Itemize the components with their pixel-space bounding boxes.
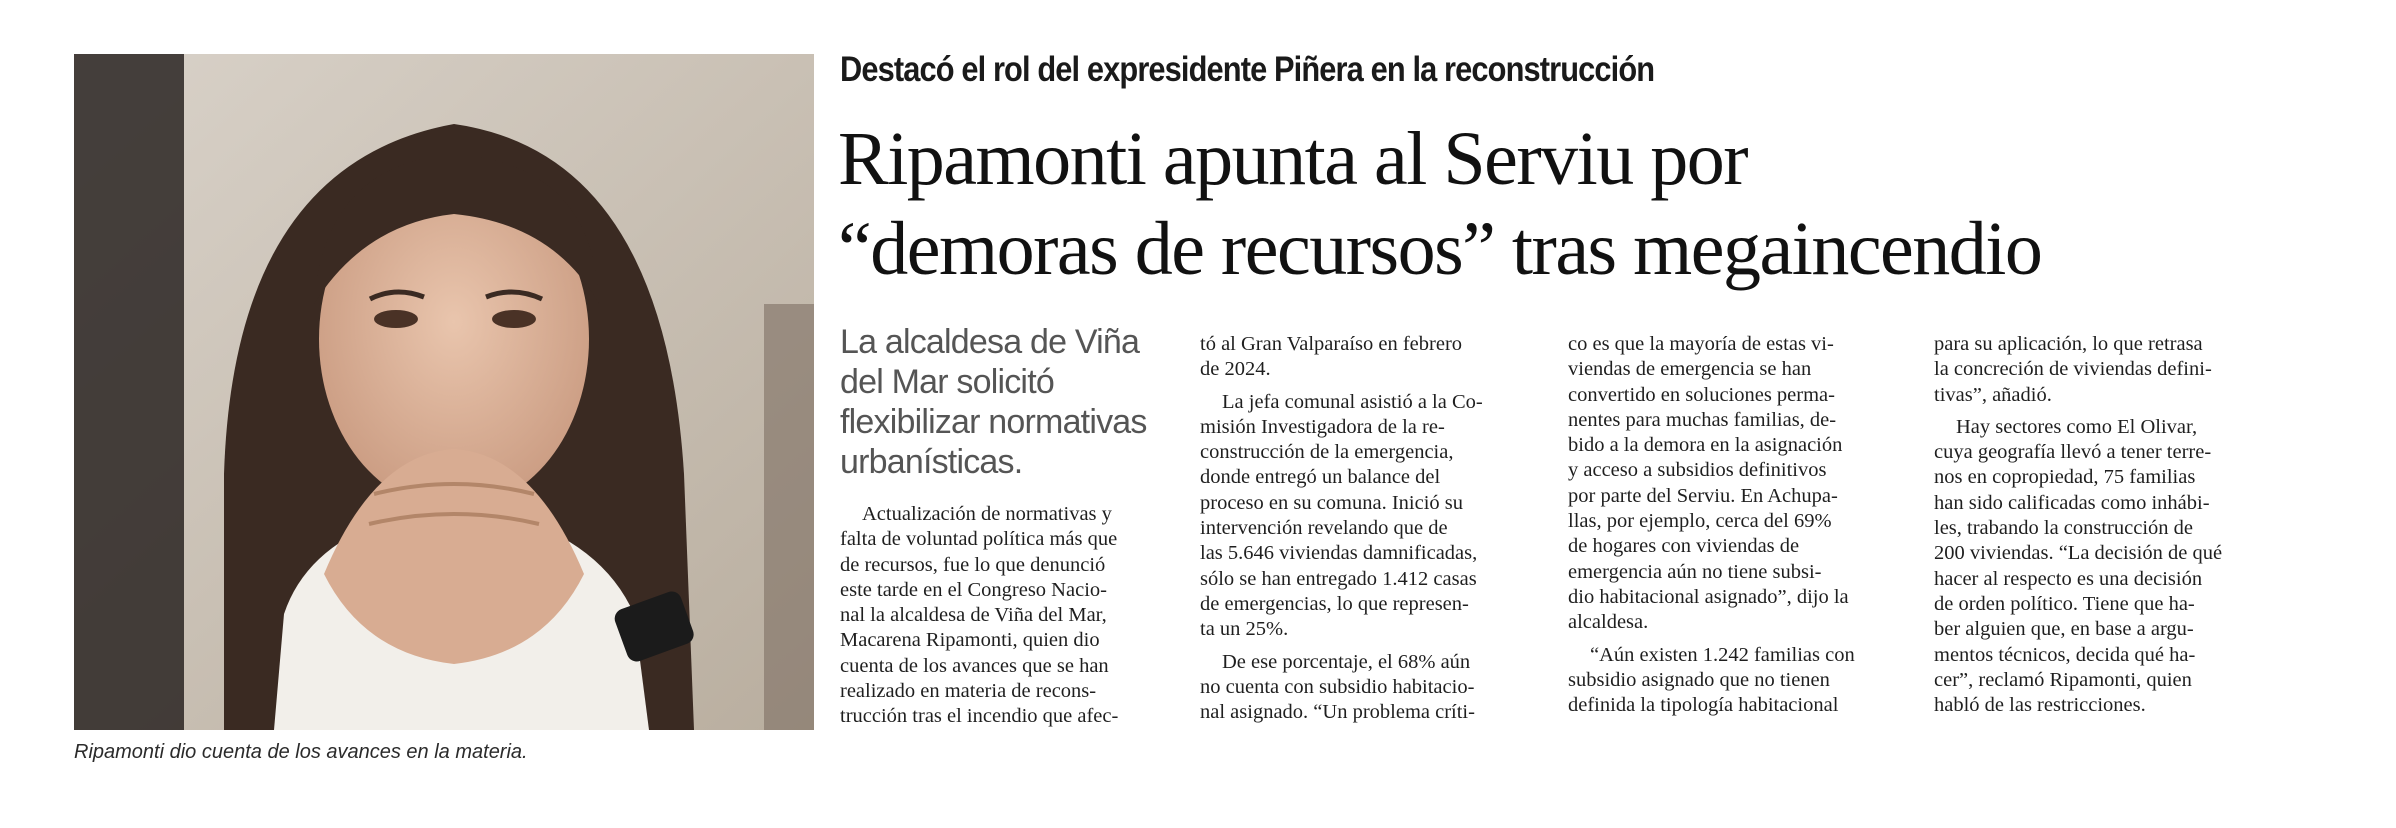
body-line: las 5.646 viviendas damnificadas, <box>1200 542 1478 565</box>
body-line: para su aplicación, lo que retrasa <box>1934 333 2203 355</box>
body-column-4 <box>1934 332 2282 718</box>
body-line: subsidio asignado que no tienen <box>1568 668 1830 691</box>
body-line: Macarena Ripamonti, quien dio <box>840 629 1100 652</box>
body-column-1 <box>840 502 1188 730</box>
body-line: proceso en su comuna. Inició su <box>1200 491 1464 514</box>
body-line: tó al Gran Valparaíso en febrero <box>1200 333 1463 355</box>
portrait-illustration <box>74 54 814 730</box>
body-line: realizado en materia de recons- <box>840 680 1097 703</box>
body-line: misión Investigadora de la re- <box>1200 415 1445 438</box>
body-line: nos en copropiedad, 75 familias <box>1934 466 2196 489</box>
body-line: cuenta de los avances que se han <box>840 654 1109 677</box>
body-line: este tarde en el Congreso Nacio- <box>840 578 1107 601</box>
body-line: falta de voluntad política más que <box>840 528 1118 551</box>
body-line: de hogares con viviendas de <box>1568 535 1800 558</box>
body-line: intervención revelando que de <box>1200 517 1448 540</box>
body-line: de 2024. <box>1200 358 1271 381</box>
lead-line: del Mar solicitó <box>840 363 1054 401</box>
body-line: bido a la demora en la asignación <box>1568 434 1843 457</box>
lead-line: urbanísticas. <box>840 443 1023 481</box>
body-line: Actualización de normativas y <box>862 503 1112 525</box>
body-column-2 <box>1200 332 1548 725</box>
body-line: de orden político. Tiene que ha- <box>1934 592 2195 615</box>
body-line: de recursos, fue lo que denunció <box>840 553 1106 576</box>
body-line: donde entregó un balance del <box>1200 466 1441 489</box>
body-column-3 <box>1568 332 1916 718</box>
body-line: De ese porcentaje, el 68% aún <box>1222 650 1471 673</box>
body-line: no cuenta con subsidio habitacio- <box>1200 675 1475 698</box>
body-line: mentos técnicos, decida qué ha- <box>1934 643 2196 666</box>
body-line: han sido calificadas como inhábi- <box>1934 491 2210 514</box>
body-line: convertido en soluciones perma- <box>1568 383 1835 406</box>
body-line: emergencia aún no tiene subsi- <box>1568 560 1822 583</box>
body-line: nentes para muchas familias, de- <box>1568 408 1837 431</box>
body-line: de emergencias, lo que represen- <box>1200 592 1469 615</box>
headline-line-1: Ripamonti apunta al Serviu por <box>838 117 1748 201</box>
body-line: cuya geografía llevó a tener terre- <box>1934 441 2212 464</box>
body-line: La jefa comunal asistió a la Co- <box>1222 390 1483 413</box>
body-line: llas, por ejemplo, cerca del 69% <box>1568 510 1832 533</box>
lead-line: flexibilizar normativas <box>840 403 1147 441</box>
body-line: alcaldesa. <box>1568 611 1649 634</box>
kicker: Destacó el rol del expresidente Piñera en la reconstrucción <box>840 50 1655 89</box>
body-line: por parte del Serviu. En Achupa- <box>1568 484 1838 507</box>
body-line: construcción de la emergencia, <box>1200 441 1454 464</box>
body-line: co es que la mayoría de estas vi- <box>1568 333 1834 355</box>
body-line: les, trabando la construcción de <box>1934 517 2194 540</box>
body-line: 200 viviendas. “La decisión de qué <box>1934 542 2223 565</box>
body-line: hacer al respecto es una decisión <box>1934 567 2203 590</box>
body-line: cer”, reclamó Ripamonti, quien <box>1934 668 2192 691</box>
body-line: Hay sectores como El Olivar, <box>1956 415 2198 438</box>
body-line: habló de las restricciones. <box>1934 694 2146 717</box>
body-line: nal la alcaldesa de Viña del Mar, <box>840 604 1107 627</box>
body-line: tivas”, añadió. <box>1934 383 2052 406</box>
body-line: definida la tipología habitacional <box>1568 694 1839 717</box>
body-line: dio habitacional asignado”, dijo la <box>1568 585 1849 608</box>
body-line: viendas de emergencia se han <box>1568 358 1812 381</box>
article-photo <box>74 54 814 730</box>
body-line: trucción tras el incendio que afec- <box>840 705 1119 728</box>
body-line: y acceso a subsidios definitivos <box>1568 459 1827 482</box>
lead-line: La alcaldesa de Viña <box>840 323 1140 361</box>
body-line: la concreción de viviendas defini- <box>1934 358 2212 381</box>
body-line: ber alguien que, en base a argu- <box>1934 618 2194 641</box>
body-line: sólo se han entregado 1.412 casas <box>1200 567 1477 590</box>
body-line: “Aún existen 1.242 familias con <box>1590 643 1855 666</box>
body-line: nal asignado. “Un problema críti- <box>1200 701 1475 724</box>
body-line: ta un 25%. <box>1200 618 1289 641</box>
headline-line-2: “demoras de recursos” tras megaincendio <box>838 207 2042 291</box>
photo-caption: Ripamonti dio cuenta de los avances en la materia. <box>74 741 528 763</box>
lead-summary <box>840 322 1180 482</box>
headline <box>838 114 2358 294</box>
